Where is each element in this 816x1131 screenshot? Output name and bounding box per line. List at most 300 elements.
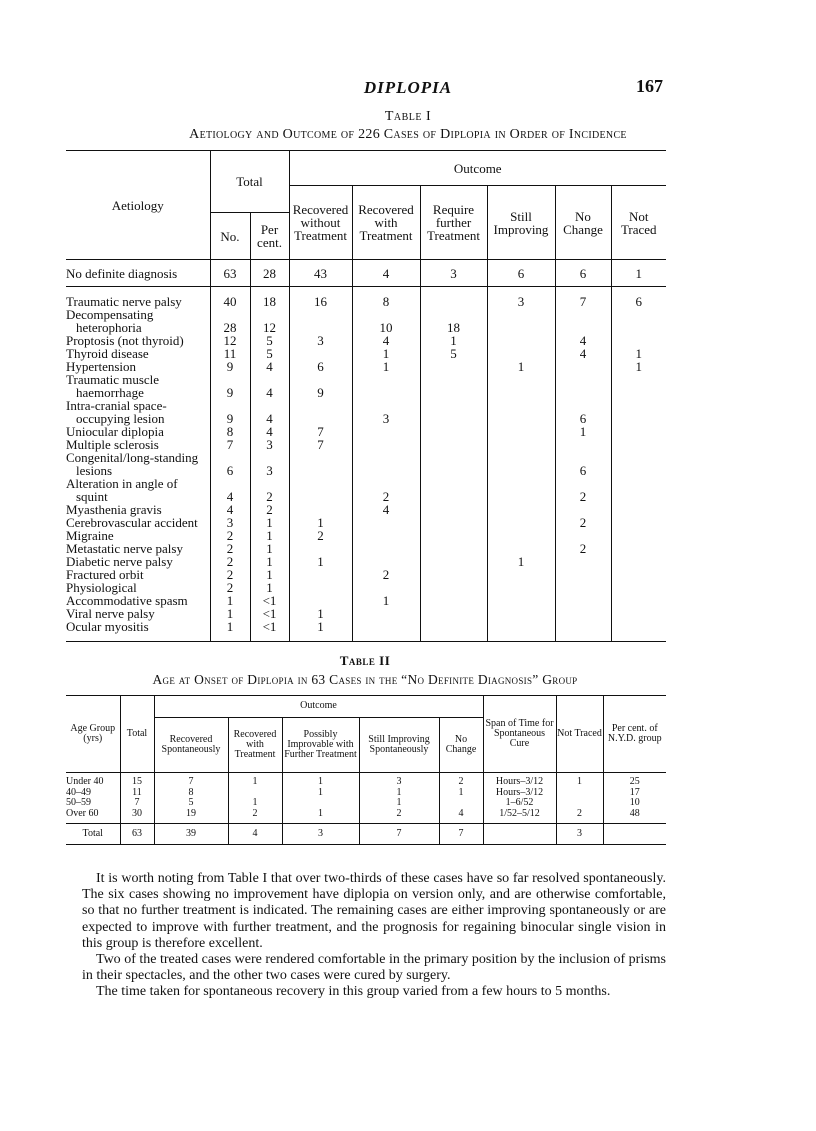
table2: [66, 695, 666, 845]
cell-no: 28: [210, 321, 250, 334]
th-still-improving: Still Improving: [487, 186, 555, 260]
cell-empty: [611, 477, 666, 490]
th-recovered-without: Recovered without Treatment: [289, 186, 352, 260]
cell-aetiology: Myasthenia gravis: [66, 502, 162, 517]
t2-cell-si: 1: [359, 798, 439, 809]
cell-no: 2: [210, 555, 250, 568]
t2-cell-rs: 8: [154, 788, 228, 799]
t2-cell-pi: 3: [282, 824, 359, 845]
cell-req: [420, 464, 487, 477]
t2-th-recovered-spont: Recovered Spontaneously: [154, 717, 228, 772]
cell-nochg: 2: [555, 490, 611, 503]
cell-req: [420, 581, 487, 594]
cell-rw: [352, 607, 420, 620]
t2-cell-rs: 7: [154, 777, 228, 788]
body-text: [82, 871, 666, 1001]
t2-th-age: Age Group (yrs): [66, 696, 120, 773]
th-recovered-with: Recovered with Treatment: [352, 186, 420, 260]
t2-cell-si: 7: [359, 824, 439, 845]
cell-rwo: 2: [289, 529, 352, 542]
t2-cell-nt: 1: [556, 777, 603, 788]
cell-nt: [611, 581, 666, 594]
cell-nt: [611, 542, 666, 555]
cell-aetiology-continued: heterophoria: [76, 320, 142, 335]
cell-rwo: 1: [289, 607, 352, 620]
cell-req: 1: [420, 334, 487, 347]
cell-nt: [611, 321, 666, 334]
cell-rw: 3: [352, 412, 420, 425]
cell-pct: 28: [250, 260, 289, 287]
cell-pct: 2: [250, 490, 289, 503]
cell-nt: [611, 386, 666, 399]
t2-cell-span: [483, 824, 556, 845]
paragraph: The time taken for spontaneous recovery in this group varied from a few hours to 5 months.: [96, 984, 611, 1000]
cell-aetiology: No definite diagnosis: [66, 260, 210, 287]
cell-aetiology: Congenital/long-standing: [66, 450, 199, 465]
cell-rwo: 3: [289, 334, 352, 347]
cell-rwo: [289, 568, 352, 581]
cell-pct: 1: [250, 516, 289, 529]
cell-nt: [611, 412, 666, 425]
cell-rwo: 1: [289, 516, 352, 529]
cell-rw: 1: [352, 347, 420, 360]
cell-rw: [352, 438, 420, 451]
cell-rwo: 7: [289, 425, 352, 438]
t2-cell-rw: 2: [228, 809, 282, 820]
t2-total-row: [66, 824, 666, 845]
cell-req: [420, 529, 487, 542]
cell-no: 4: [210, 503, 250, 516]
cell-still: [487, 529, 555, 542]
paragraph: It is worth noting from Table I that over two-thirds of these cases have so far resolved spontaneously. The six cases showing no improvement have diplopia on version only, and are otherwise comfortable, so that no further treatment is indicated. The remaining cases are either improving spontaneously or are expected to improve with further treatment, and the prognosis for regaining binocular single vision in this group is therefore excellent.: [82, 871, 666, 951]
cell-rwo: 1: [289, 555, 352, 568]
cell-pct: 2: [250, 503, 289, 516]
t2-th-no-change: No Change: [439, 717, 483, 772]
paragraph: Two of the treated cases were rendered comfortable in the primary position by the inclusion of prisms in their spectacles, and the other two cases were cured by surgery.: [82, 952, 666, 984]
cell-nochg: 1: [555, 425, 611, 438]
cell-still: [487, 334, 555, 347]
th-no-change: No Change: [555, 186, 611, 260]
cell-empty: [289, 451, 352, 464]
cell-pct: 1: [250, 555, 289, 568]
t2-cell-si: 3: [359, 777, 439, 788]
cell-rw: 1: [352, 360, 420, 373]
table-row: [66, 260, 666, 287]
table1-label: Table I: [384, 109, 432, 124]
cell-still: [487, 607, 555, 620]
cell-nt: 1: [611, 360, 666, 373]
t2-th-not-traced: Not Traced: [556, 696, 603, 773]
cell-rw: [352, 464, 420, 477]
t2-cell-age: Total: [66, 824, 120, 845]
cell-aetiology-continued: occupying lesion: [76, 411, 165, 426]
table-row: [66, 334, 666, 347]
t2-th-outcome: Outcome: [154, 696, 483, 718]
cell-empty: [420, 477, 487, 490]
th-outcome: Outcome: [289, 151, 666, 186]
cell-still: [487, 620, 555, 633]
th-require-further: Require further Treatment: [420, 186, 487, 260]
t2-table-row: [66, 777, 666, 788]
page-number: 167: [636, 76, 663, 96]
cell-req: [420, 386, 487, 399]
t2-cell-pct: [603, 824, 666, 845]
cell-aetiology: Ocular myositis: [66, 619, 149, 634]
cell-rw: 8: [352, 295, 420, 308]
t2-cell-total: 30: [120, 809, 154, 820]
cell-req: [420, 542, 487, 555]
t2-cell-span: 1/52–5/12: [483, 809, 556, 820]
cell-still: 1: [487, 360, 555, 373]
cell-aetiology: Traumatic muscle: [66, 372, 160, 387]
cell-still: 6: [487, 260, 555, 287]
cell-nt: [611, 620, 666, 633]
cell-pct: 1: [250, 568, 289, 581]
t2-cell-si: 1: [359, 788, 439, 799]
table-row: [66, 555, 666, 568]
cell-nochg: 7: [555, 295, 611, 308]
cell-still: [487, 516, 555, 529]
t2-th-span: Span of Time for Spontaneous Cure: [483, 696, 556, 773]
cell-empty: [487, 373, 555, 386]
cell-no: 9: [210, 360, 250, 373]
cell-nochg: [555, 386, 611, 399]
cell-aetiology: Intra-cranial space-: [66, 398, 167, 413]
cell-no: 3: [210, 516, 250, 529]
cell-empty: [420, 373, 487, 386]
cell-nt: [611, 516, 666, 529]
cell-nochg: [555, 581, 611, 594]
cell-pct: 4: [250, 425, 289, 438]
cell-still: [487, 594, 555, 607]
t2-cell-age: Over 60: [66, 807, 99, 819]
t2-cell-nt: 3: [556, 824, 603, 845]
th-no: No.: [210, 213, 250, 260]
cell-rwo: 1: [289, 620, 352, 633]
cell-nochg: 4: [555, 334, 611, 347]
cell-pct: 1: [250, 529, 289, 542]
table-row: [66, 295, 666, 308]
t2-cell-pct: 17: [603, 788, 666, 799]
cell-no: 1: [210, 594, 250, 607]
t2-th-total: Total: [120, 696, 154, 773]
cell-nochg: [555, 360, 611, 373]
cell-nt: 1: [611, 347, 666, 360]
t2-cell-rs: 19: [154, 809, 228, 820]
cell-rw: [352, 620, 420, 633]
cell-req: 18: [420, 321, 487, 334]
cell-aetiology: Multiple sclerosis: [66, 437, 159, 452]
t2-cell-nc: 4: [439, 809, 483, 820]
cell-nochg: 6: [555, 464, 611, 477]
cell-pct: 1: [250, 581, 289, 594]
cell-empty: [555, 308, 611, 321]
cell-req: [420, 568, 487, 581]
cell-still: [487, 412, 555, 425]
t2-cell-nc: 1: [439, 788, 483, 799]
t2-cell-span: 1–6/52: [483, 798, 556, 809]
t2-table-row: [66, 809, 666, 820]
table2-caption: Age at Onset of Diplopia in 63 Cases in the “No Definite Diagnosis” Group: [152, 672, 578, 687]
cell-rw: 4: [352, 260, 420, 287]
cell-rwo: [289, 464, 352, 477]
cell-pct: <1: [250, 607, 289, 620]
cell-aetiology: Cerebrovascular accident: [66, 515, 198, 530]
cell-req: [420, 620, 487, 633]
cell-nt: 1: [611, 260, 666, 287]
cell-req: [420, 295, 487, 308]
t2-table-row: [66, 788, 666, 799]
cell-rw: [352, 386, 420, 399]
table-row: [66, 347, 666, 360]
cell-nochg: 2: [555, 516, 611, 529]
table1: [66, 150, 666, 642]
cell-req: [420, 490, 487, 503]
cell-pct: 3: [250, 438, 289, 451]
cell-aetiology: Proptosis (not thyroid): [66, 333, 184, 348]
cell-still: [487, 503, 555, 516]
t2-cell-age: Under 40: [66, 776, 104, 788]
t2-cell-rw: 4: [228, 824, 282, 845]
t2-cell-nt: [556, 798, 603, 809]
cell-rwo: [289, 490, 352, 503]
t2-th-recovered-with: Recovered with Treatment: [228, 717, 282, 772]
cell-rw: 4: [352, 334, 420, 347]
t2-table-row: [66, 798, 666, 809]
cell-aetiology: Decompensating: [66, 307, 154, 322]
cell-aetiology-continued: lesions: [76, 463, 113, 478]
cell-aetiology: Metastatic nerve palsy: [66, 541, 183, 556]
cell-no: 7: [210, 438, 250, 451]
cell-aetiology: Physiological: [66, 580, 137, 595]
cell-no: 2: [210, 568, 250, 581]
t2-cell-si: 2: [359, 809, 439, 820]
cell-nochg: 6: [555, 412, 611, 425]
t2-cell-rs: 39: [154, 824, 228, 845]
cell-no: 1: [210, 607, 250, 620]
cell-still: [487, 386, 555, 399]
cell-aetiology: Migraine: [66, 528, 114, 543]
cell-req: [420, 516, 487, 529]
cell-nt: [611, 529, 666, 542]
cell-rw: 4: [352, 503, 420, 516]
table-row: [66, 308, 666, 321]
cell-req: [420, 503, 487, 516]
cell-pct: 5: [250, 347, 289, 360]
cell-empty: [289, 399, 352, 412]
t2-cell-span: Hours–3/12: [483, 788, 556, 799]
t2-cell-pi: 1: [282, 809, 359, 820]
cell-pct: 12: [250, 321, 289, 334]
cell-no: 1: [210, 620, 250, 633]
cell-no: 6: [210, 464, 250, 477]
cell-aetiology: Fractured orbit: [66, 567, 144, 582]
t2-cell-total: 7: [120, 798, 154, 809]
table-row: [66, 451, 666, 464]
t2-th-possibly: Possibly Improvable with Further Treatment: [282, 717, 359, 772]
cell-empty: [289, 477, 352, 490]
running-title: DIPLOPIA: [363, 78, 453, 97]
cell-nochg: [555, 594, 611, 607]
table1-caption: Aetiology and Outcome of 226 Cases of Diplopia in Order of Incidence: [189, 127, 627, 142]
t2-cell-pi: 1: [282, 788, 359, 799]
cell-no: 63: [210, 260, 250, 287]
cell-pct: 3: [250, 464, 289, 477]
cell-rw: [352, 425, 420, 438]
cell-rwo: 6: [289, 360, 352, 373]
t2-cell-pct: 10: [603, 798, 666, 809]
cell-aetiology-continued: squint: [76, 489, 108, 504]
cell-nt: [611, 503, 666, 516]
cell-empty: [289, 308, 352, 321]
t2-cell-rw: 1: [228, 777, 282, 788]
cell-nt: 6: [611, 295, 666, 308]
cell-pct: 18: [250, 295, 289, 308]
cell-aetiology: Hypertension: [66, 359, 137, 374]
cell-req: 5: [420, 347, 487, 360]
cell-aetiology: Accommodative spasm: [66, 593, 188, 608]
cell-still: [487, 438, 555, 451]
cell-rwo: 7: [289, 438, 352, 451]
table-row: [66, 620, 666, 633]
cell-empty: [555, 373, 611, 386]
cell-nochg: [555, 568, 611, 581]
cell-rw: 1: [352, 594, 420, 607]
cell-nt: [611, 568, 666, 581]
cell-nt: [611, 555, 666, 568]
cell-no: 12: [210, 334, 250, 347]
cell-rw: [352, 542, 420, 555]
t2-cell-pi: [282, 798, 359, 809]
cell-aetiology: Diabetic nerve palsy: [66, 554, 173, 569]
table-row: [66, 568, 666, 581]
cell-empty: [611, 451, 666, 464]
cell-pct: 4: [250, 412, 289, 425]
cell-aetiology: Traumatic nerve palsy: [66, 294, 182, 309]
th-per-cent: Per cent.: [250, 213, 289, 260]
th-total: Total: [210, 151, 289, 213]
cell-empty: [420, 451, 487, 464]
cell-nt: [611, 607, 666, 620]
table-row: [66, 607, 666, 620]
cell-pct: 4: [250, 360, 289, 373]
cell-still: 3: [487, 295, 555, 308]
cell-req: [420, 360, 487, 373]
cell-req: [420, 425, 487, 438]
cell-nt: [611, 490, 666, 503]
table-row: [66, 373, 666, 386]
cell-rwo: 16: [289, 295, 352, 308]
cell-empty: [420, 399, 487, 412]
t2-cell-total: 63: [120, 824, 154, 845]
t2-cell-total: 15: [120, 777, 154, 788]
cell-nochg: [555, 607, 611, 620]
cell-pct: <1: [250, 594, 289, 607]
cell-req: [420, 412, 487, 425]
cell-nochg: 2: [555, 542, 611, 555]
cell-nochg: [555, 620, 611, 633]
cell-aetiology: Alteration in angle of: [66, 476, 178, 491]
t2-cell-nt: [556, 788, 603, 799]
cell-still: [487, 490, 555, 503]
th-aetiology: Aetiology: [66, 151, 210, 260]
cell-still: [487, 425, 555, 438]
cell-no: 2: [210, 581, 250, 594]
t2-cell-rw: 1: [228, 798, 282, 809]
cell-nt: [611, 594, 666, 607]
cell-still: [487, 581, 555, 594]
cell-no: 9: [210, 412, 250, 425]
cell-rw: 2: [352, 490, 420, 503]
cell-req: [420, 555, 487, 568]
cell-no: 11: [210, 347, 250, 360]
cell-nt: [611, 425, 666, 438]
t2-cell-age: 40–49: [66, 786, 91, 798]
cell-req: 3: [420, 260, 487, 287]
cell-empty: [487, 451, 555, 464]
cell-nt: [611, 464, 666, 477]
cell-pct: 4: [250, 386, 289, 399]
cell-rw: 2: [352, 568, 420, 581]
t2-th-still: Still Improving Spontaneously: [359, 717, 439, 772]
cell-rwo: [289, 581, 352, 594]
cell-empty: [487, 399, 555, 412]
t2-cell-span: Hours–3/12: [483, 777, 556, 788]
cell-rwo: 9: [289, 386, 352, 399]
cell-aetiology-continued: haemorrhage: [76, 385, 144, 400]
t2-cell-nc: 2: [439, 777, 483, 788]
cell-no: 40: [210, 295, 250, 308]
cell-nochg: [555, 555, 611, 568]
t2-cell-rs: 5: [154, 798, 228, 809]
cell-pct: 5: [250, 334, 289, 347]
cell-still: [487, 464, 555, 477]
t2-cell-pi: 1: [282, 777, 359, 788]
cell-empty: [611, 373, 666, 386]
cell-no: 2: [210, 529, 250, 542]
cell-aetiology: Viral nerve palsy: [66, 606, 155, 621]
cell-aetiology: Thyroid disease: [66, 346, 149, 361]
cell-rwo: 43: [289, 260, 352, 287]
cell-no: 9: [210, 386, 250, 399]
t2-cell-pct: 25: [603, 777, 666, 788]
t2-cell-total: 11: [120, 788, 154, 799]
t2-cell-age: 50–59: [66, 797, 91, 809]
cell-pct: <1: [250, 620, 289, 633]
table-row: [66, 516, 666, 529]
t2-cell-nc: [439, 798, 483, 809]
cell-empty: [611, 308, 666, 321]
t2-cell-pct: 48: [603, 809, 666, 820]
cell-nochg: [555, 438, 611, 451]
cell-still: [487, 568, 555, 581]
t2-th-per-cent: Per cent. of N.Y.D. group: [603, 696, 666, 773]
cell-still: [487, 321, 555, 334]
table-row: [66, 594, 666, 607]
cell-req: [420, 438, 487, 451]
t2-cell-nt: 2: [556, 809, 603, 820]
cell-no: 4: [210, 490, 250, 503]
th-not-traced: Not Traced: [611, 186, 666, 260]
cell-req: [420, 594, 487, 607]
cell-nochg: 6: [555, 260, 611, 287]
cell-pct: 1: [250, 542, 289, 555]
cell-rw: [352, 516, 420, 529]
table2-label: Table II: [339, 653, 391, 668]
cell-empty: [487, 308, 555, 321]
cell-empty: [352, 451, 420, 464]
cell-empty: [611, 399, 666, 412]
